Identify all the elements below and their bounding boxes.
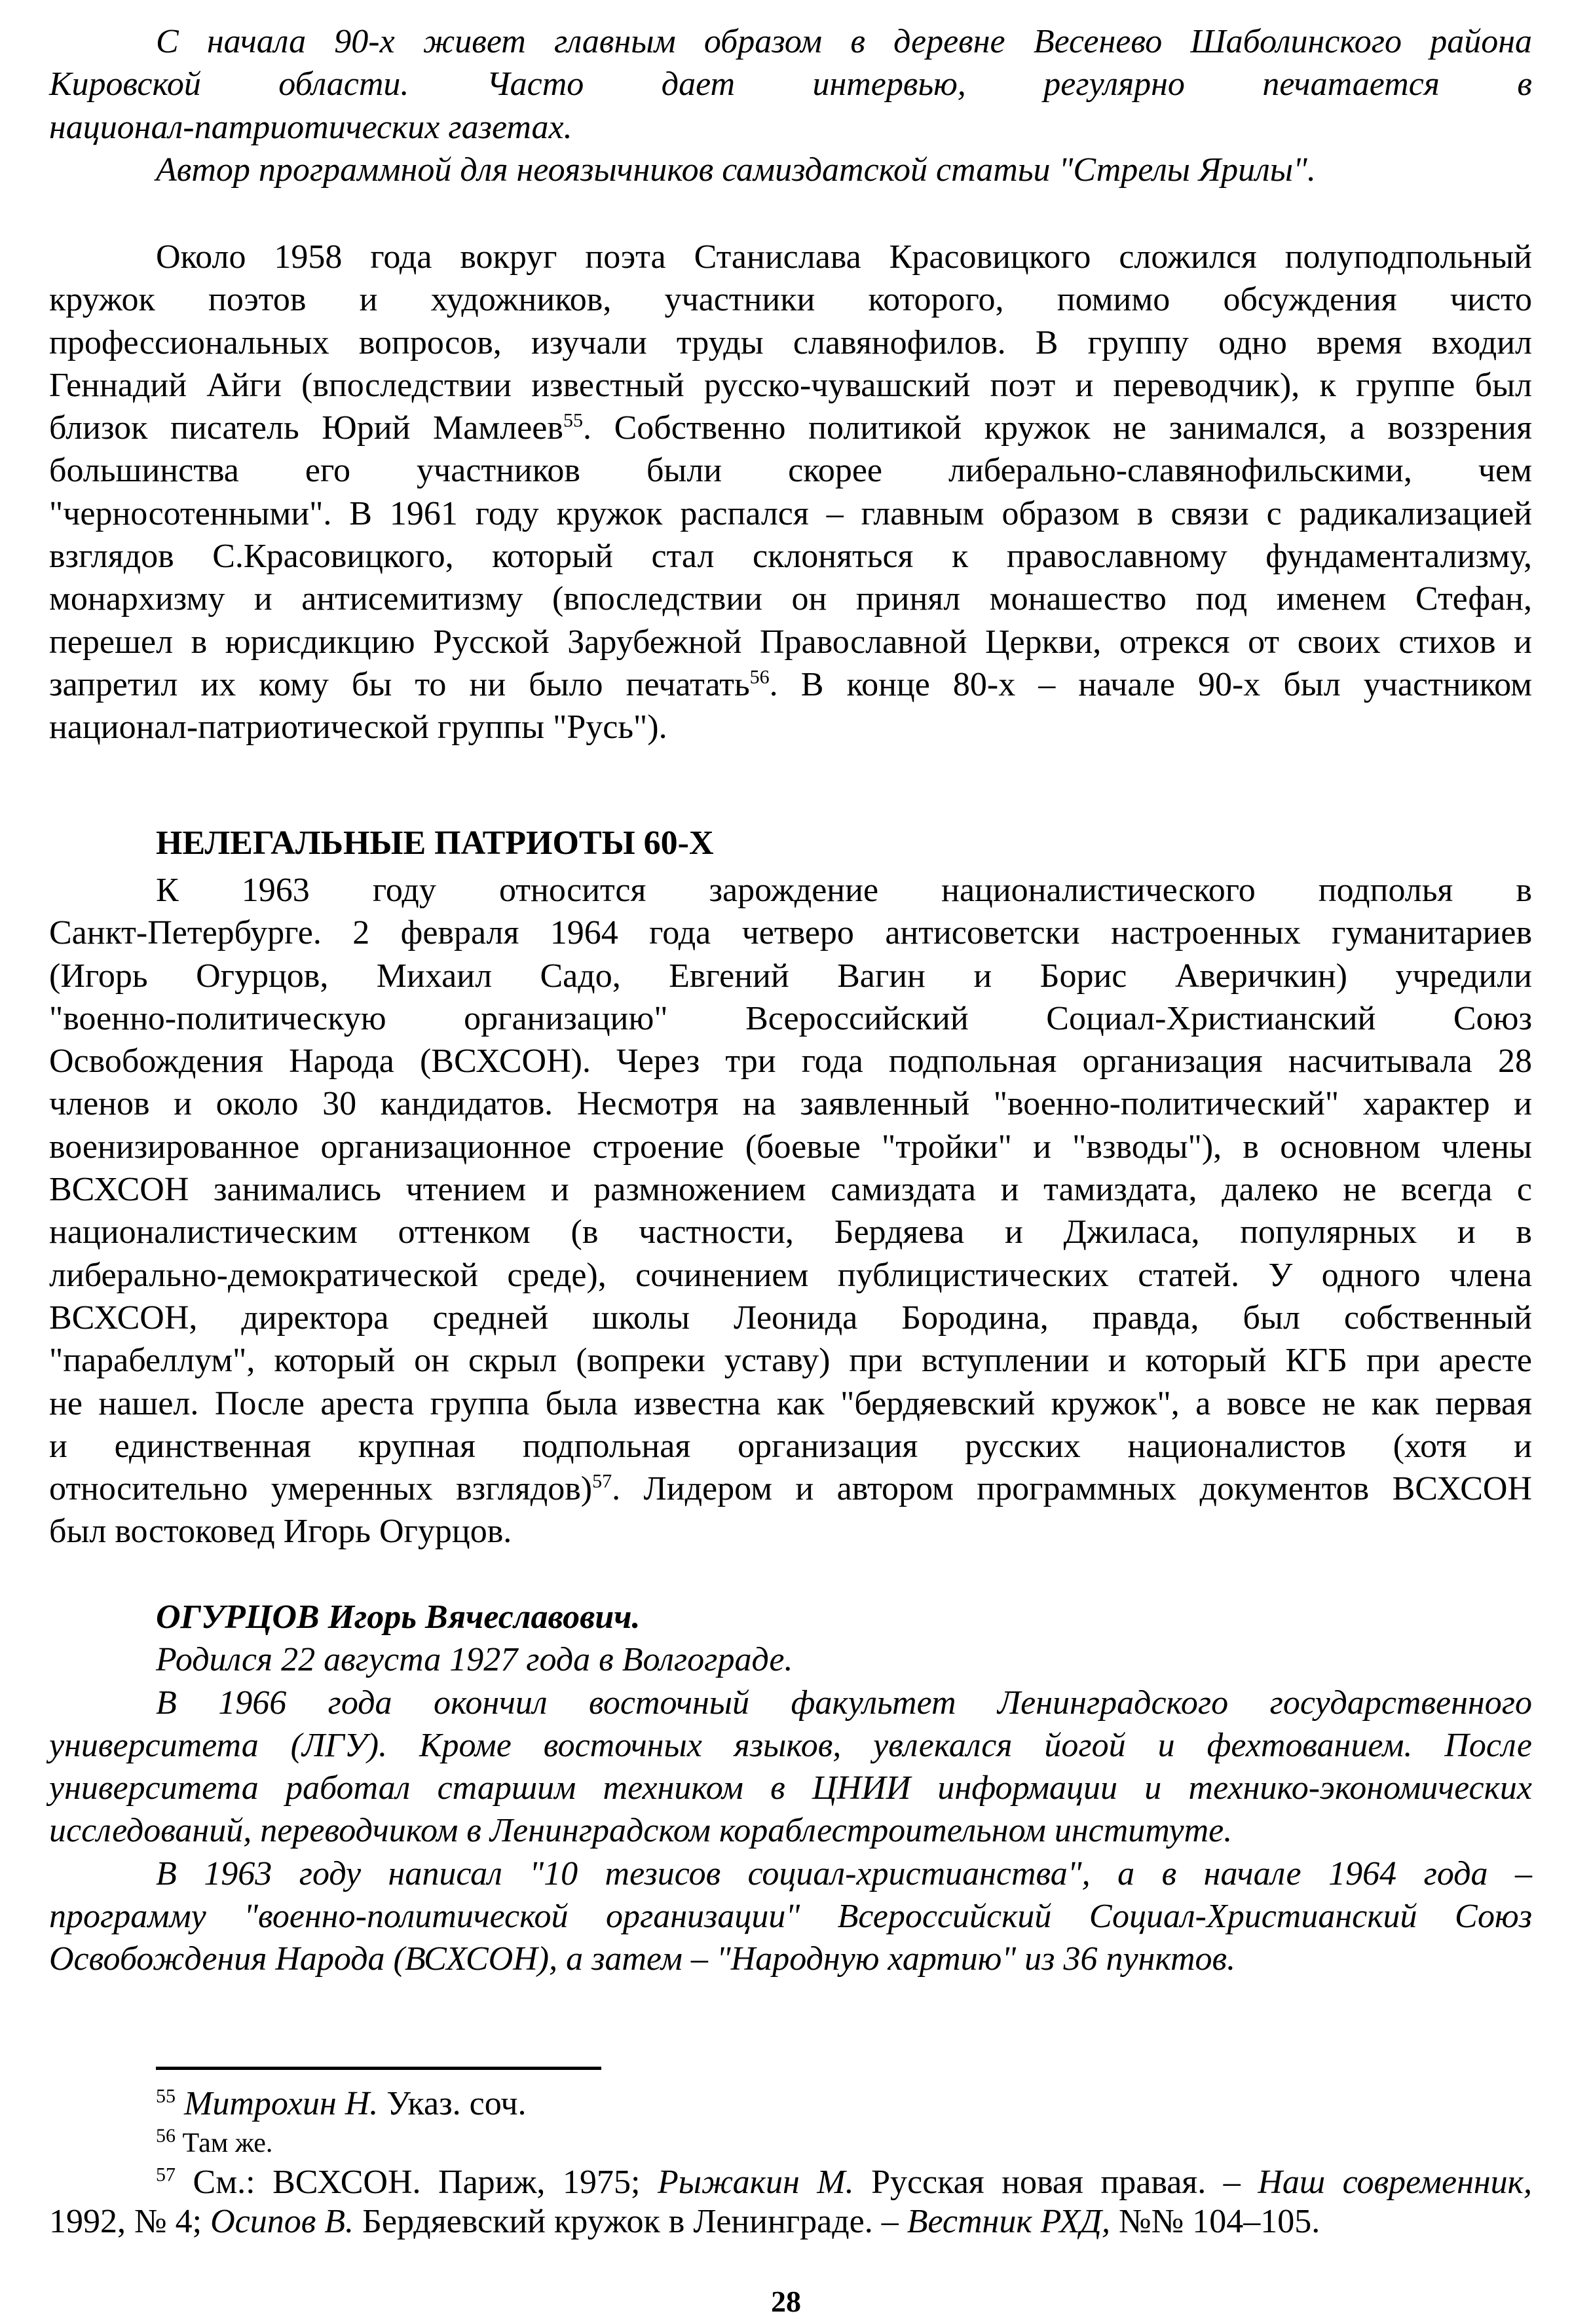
subheading-line: ОГУРЦОВ Игорь Вячеславович. [156,1598,641,1636]
text-line: монархизму и антисемитизму (впоследствии он принял монашество под именем Стефан, [49,580,1532,618]
text-line: Освобождения Народа (ВСХСОН). Через три года подпольная организация насчитывала 28 [49,1042,1532,1080]
krasovitsky-circle-paragraph [49,236,1532,749]
text-segment: Бердяевский кружок в Ленинграде. – [354,2203,907,2240]
text-line: кружок поэтов и художников, участники которого, помимо обсуждения чисто [49,281,1532,319]
text-segment: запретил их кому бы то ни было печатать [49,665,750,703]
text-segment: относительно умеренных взглядов) [49,1470,593,1508]
text-line: С начала 90-х живет главным образом в деревне Весенево Шаболинского района [156,23,1532,60]
text-line [49,2202,1532,2241]
text-line: Освобождения Народа (ВСХСОН), а затем – "Народную хартию" из 36 пунктов. [49,1940,1236,1978]
emphasized-text: Митрохин Н. [184,2085,379,2122]
emphasized-text: Осипов В. [210,2203,354,2240]
text-segment: №№ 104–105. [1110,2203,1320,2240]
text-line: не нашел. После ареста группа была известна как "бердяевский кружок", а вовсе не как первая [49,1384,1532,1422]
text-line: перешел в юрисдикцию Русской Зарубежной Православной Церкви, отрекся от своих стихов и [49,623,1532,661]
text-segment: Русская новая правая. – [853,2164,1258,2201]
text-line: "черносотенными". В 1961 году кружок распался – главным образом в связи с радикализацией [49,494,1532,532]
footnote-marker: 56 [749,666,770,688]
biography-intro-text [49,20,1532,191]
text-line: взглядов С.Красовицкого, который стал склоняться к православному фундаментализму, [49,538,1532,576]
text-segment: См.: ВСХСОН. Париж, 1975; [176,2164,658,2201]
text-line: был востоковед Игорь Огурцов. [49,1513,512,1551]
text-line: ВСХСОН, директора средней школы Леонида Бородина, правда, был собственный [49,1299,1532,1337]
text-segment: . Собственно политикой кружок не занимался, а воззрения [582,409,1532,447]
page-number: 28 [771,2285,801,2318]
footnotes [49,2084,1532,2241]
footnote-marker: 55 [563,409,583,432]
text-line: Геннадий Айги (впоследствии известный русско-чувашский поэт и переводчик), к группе был [49,366,1532,404]
text-line: (Игорь Огурцов, Михаил Садо, Евгений Вагин и Борис Аверичкин) учредили [49,957,1532,995]
text-line: Родился 22 августа 1927 года в Волгограде. [156,1641,793,1679]
ogurtsov-biography [49,1596,1532,1981]
text-line: профессиональных вопросов, изучали труды славянофилов. В группу одно время входил [49,323,1532,361]
text-line [49,2163,1532,2202]
footnote-marker: 56 [156,2125,176,2147]
text-line [49,2124,1532,2163]
text-line: Кировской области. Часто дает интервью, регулярно печатается в [49,65,1532,103]
footnote-marker: 57 [156,2164,176,2186]
text-line [49,663,1532,706]
emphasized-text: Рыжакин М. [657,2164,854,2201]
text-line: В 1963 году написал "10 тезисов социал-христианства", а в начале 1964 года – [156,1854,1532,1892]
text-line: Санкт-Петербурге. 2 февраля 1964 года четверо антисоветски настроенных гуманитариев [49,914,1532,952]
text-line: национал-патриотических газетах. [49,108,572,146]
text-line [49,2084,1532,2124]
text-line: К 1963 году относится зарождение националистического подполья в [156,872,1532,909]
text-line: исследований, переводчиком в Ленинградском кораблестроительном институте. [49,1812,1233,1850]
text-line: и единственная крупная подпольная организация русских националистов (хотя и [49,1427,1532,1465]
text-line: "военно-политическую организацию" Всероссийский Социал-Христианский Союз [49,999,1532,1037]
text-segment [176,2085,184,2122]
text-line: "парабеллум", который он скрыл (вопреки уставу) при вступлении и который КГБ при аресте [49,1342,1532,1380]
text-line: членов и около 30 кандидатов. Несмотря на заявленный "военно-политический" характер и [49,1085,1532,1123]
text-line: националистическим оттенком (в частности, Бердяева и Джиласа, популярных и в [49,1213,1532,1251]
emphasized-text: Вестник РХД, [907,2203,1111,2240]
footnote-marker: 57 [592,1470,612,1492]
text-line: Автор программной для неоязычников самиздатской статьи "Стрелы Ярилы". [156,151,1316,189]
text-line: либерально-демократической среде), сочинением публицистических статей. У одного члена [49,1256,1532,1294]
text-segment: Там же. [176,2128,273,2158]
vskhson-paragraph [49,869,1532,1553]
text-line: НЕЛЕГАЛЬНЫЕ ПАТРИОТЫ 60-Х [156,824,714,862]
text-line: ВСХСОН занимались чтением и размножением самиздата и тамиздата, далеко не всегда с [49,1171,1532,1209]
text-line: В 1966 года окончил восточный факультет Ленинградского государственного [156,1684,1532,1722]
text-line [49,407,1532,449]
text-line: большинства его участников были скорее либерально-славянофильскими, чем [49,452,1532,490]
text-segment: . В конце 80-х – начале 90-х был участником [769,665,1532,703]
text-segment: близок писатель Юрий Мамлеев [49,409,563,447]
text-line: национал-патриотической группы "Русь"). [49,709,667,747]
text-line: программу "военно-политической организации" Всероссийский Социал-Христианский Союз [49,1898,1532,1936]
text-line: университета работал старшим техником в ЦНИИ информации и технико-экономических [49,1769,1532,1807]
text-line [49,1467,1532,1510]
text-segment: . Лидером и автором программных документов ВСХСОН [612,1470,1532,1508]
emphasized-text: Наш современник, [1258,2164,1532,2201]
text-segment: 1992, № 4; [49,2203,211,2240]
text-line: Около 1958 года вокруг поэта Станислава Красовицкого сложился полуподпольный [156,238,1532,276]
footnote-marker: 55 [156,2085,176,2107]
section-heading [49,822,1532,864]
text-line: университета (ЛГУ). Кроме восточных языков, увлекался йогой и фехтованием. После [49,1726,1532,1764]
text-line: военизированное организационное строение (боевые "тройки" и "взводы"), в основном члены [49,1128,1532,1166]
text-segment: Указ. соч. [378,2085,527,2122]
footnote-separator [156,2067,601,2070]
